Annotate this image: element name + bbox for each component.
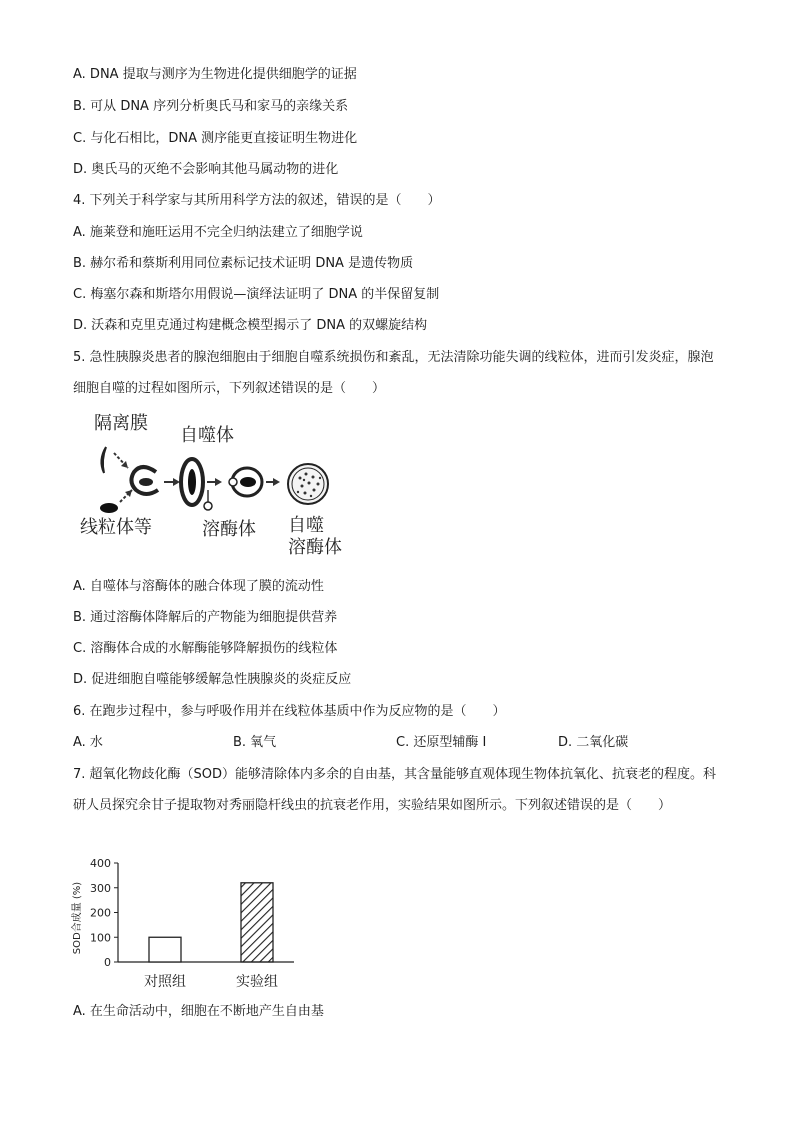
label-mitochondria: 线粒体等 bbox=[80, 517, 152, 538]
mitochondrion-shape bbox=[100, 503, 118, 513]
y-axis-label: SOD合成量 (%) bbox=[72, 881, 83, 955]
q5-option-b: B. 通过溶酶体降解后的产物能为细胞提供营养 bbox=[73, 610, 338, 625]
q6-option-b: B. 氧气 bbox=[233, 735, 277, 750]
label-isolation-membrane: 隔离膜 bbox=[94, 413, 148, 434]
sod-bar-chart-svg bbox=[68, 856, 368, 996]
q6-option-d: D. 二氧化碳 bbox=[558, 735, 629, 750]
y-tick-label: 300 bbox=[90, 881, 111, 895]
q6-stem: 6. 在跑步过程中，参与呼吸作用并在线粒体基质中作为反应物的是（ ） bbox=[73, 704, 506, 719]
q4-option-b: B. 赫尔希和蔡斯利用同位素标记技术证明 DNA 是遗传物质 bbox=[73, 256, 414, 271]
q4-option-d: D. 沃森和克里克通过构建概念模型揭示了 DNA 的双螺旋结构 bbox=[73, 318, 428, 333]
x-category-label: 对照组 bbox=[144, 974, 186, 990]
q6-option-a: A. 水 bbox=[73, 735, 103, 750]
q3-option-c: C. 与化石相比，DNA 测序能更直接证明生物进化 bbox=[73, 131, 358, 146]
q6-option-c: C. 还原型辅酶 Ⅰ bbox=[396, 735, 487, 750]
bar-experiment bbox=[241, 883, 273, 962]
autophagy-diagram bbox=[76, 410, 366, 562]
y-tick-label: 0 bbox=[104, 956, 111, 969]
q3-option-a: A. DNA 提取与测序为生物进化提供细胞学的证据 bbox=[73, 67, 357, 82]
y-tick-label: 200 bbox=[90, 906, 111, 920]
q4-option-c: C. 梅塞尔森和斯塔尔用假说—演绎法证明了 DNA 的半保留复制 bbox=[73, 287, 440, 302]
q3-option-d: D. 奥氏马的灭绝不会影响其他马属动物的进化 bbox=[73, 162, 339, 177]
bars bbox=[144, 883, 278, 990]
q7-stem: 7. 超氧化物歧化酶（SOD）能够清除体内多余的自由基，其含量能够直观体现生物体抗氧化、抗衰老的程度。科研人员探究余甘子提取物对秀丽隐杆线虫的抗衰老作用，实验结果如图所示。下列叙述错误的是（ ） bbox=[73, 767, 717, 813]
q3-option-b: B. 可从 DNA 序列分析奥氏马和家马的亲缘关系 bbox=[73, 99, 349, 114]
label-autolysosome-line2: 溶酶体 bbox=[288, 537, 342, 558]
y-tick-label: 400 bbox=[90, 857, 111, 870]
q5-stem: 5. 急性胰腺炎患者的腺泡细胞由于细胞自噬系统损伤和紊乱，无法清除功能失调的线粒体，进而引发炎症，腺泡细胞自噬的过程如图所示，下列叙述错误的是（ ） bbox=[73, 350, 714, 396]
bar-control bbox=[149, 937, 181, 962]
label-autolysosome-line1: 自噬 bbox=[288, 515, 324, 536]
y-tick-label: 100 bbox=[90, 931, 111, 945]
q4-stem: 4. 下列关于科学家与其所用科学方法的叙述，错误的是（ ） bbox=[73, 193, 441, 208]
q5-option-c: C. 溶酶体合成的水解酶能够降解损伤的线粒体 bbox=[73, 641, 338, 656]
label-lysosome: 溶酶体 bbox=[202, 519, 256, 540]
isolation-membrane-shape bbox=[101, 447, 106, 473]
q5-option-a: A. 自噬体与溶酶体的融合体现了膜的流动性 bbox=[73, 579, 324, 594]
q7-option-a: A. 在生命活动中，细胞在不断地产生自由基 bbox=[73, 1004, 324, 1019]
q4-option-a: A. 施莱登和施旺运用不完全归纳法建立了细胞学说 bbox=[73, 225, 363, 240]
x-category-label: 实验组 bbox=[236, 974, 278, 990]
lysosome-shape bbox=[204, 502, 212, 510]
label-autophagosome: 自噬体 bbox=[180, 425, 234, 446]
sod-bar-chart bbox=[68, 856, 368, 996]
q5-option-d: D. 促进细胞自噬能够缓解急性胰腺炎的炎症反应 bbox=[73, 672, 352, 687]
